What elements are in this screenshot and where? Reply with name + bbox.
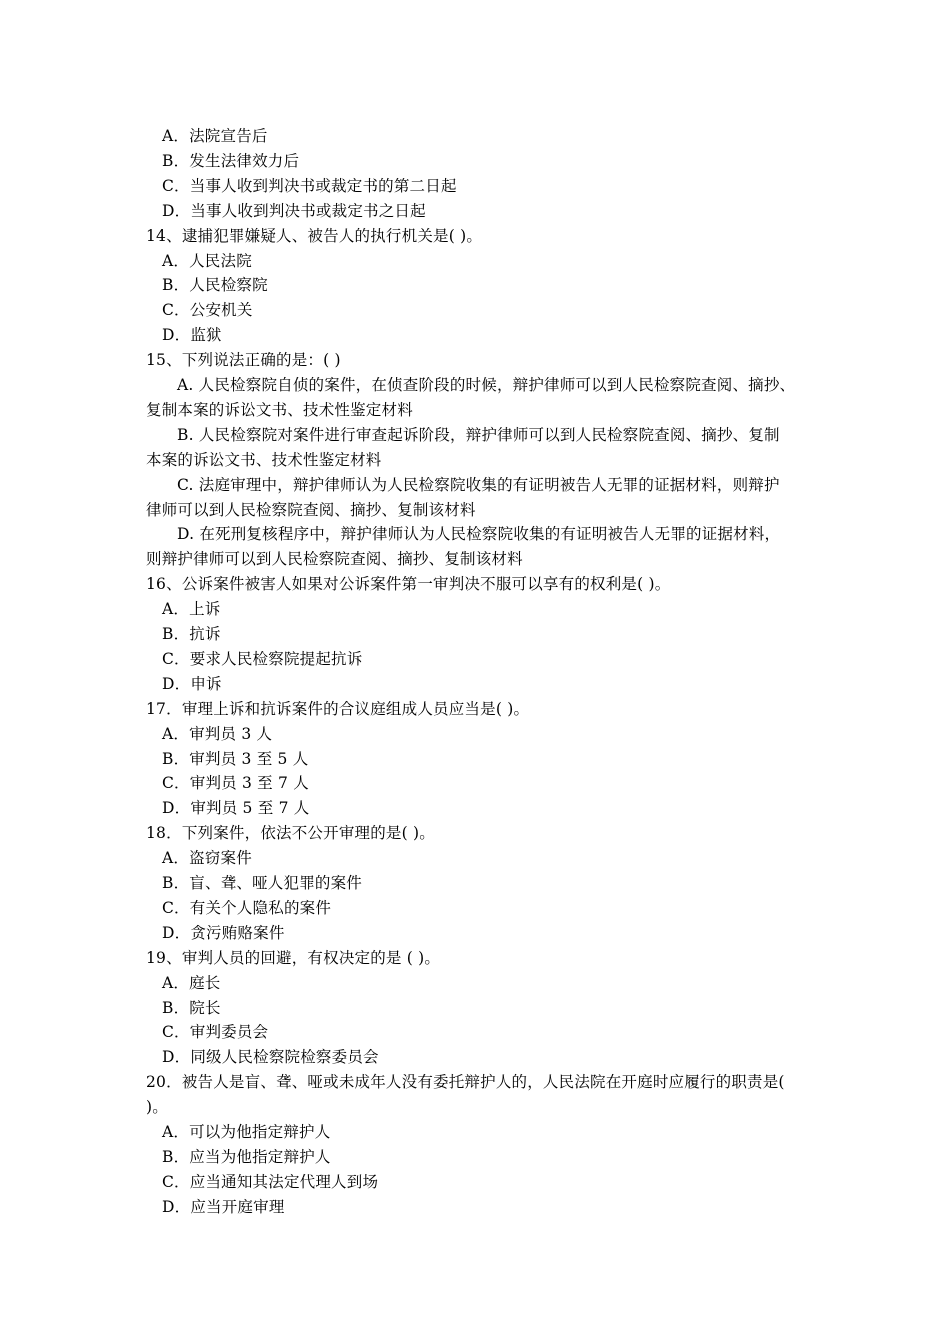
paragraph-line: 律师可以到人民检察院查阅、摘抄、复制该材料	[146, 500, 476, 519]
option-text: A．可以为他指定辩护人	[162, 1123, 331, 1141]
option-text: D．监狱	[162, 326, 222, 345]
question-text: 18．下列案件，依法不公开审理的是( )。	[146, 824, 435, 843]
question-text: 16、公诉案件被害人如果对公诉案件第一审判决不服可以享有的权利是( )。	[146, 575, 671, 594]
option-text: C．要求人民检察院提起抗诉	[162, 649, 363, 668]
option-text: D．审判员 5 至 7 人	[162, 799, 310, 818]
option-text: A．庭长	[162, 973, 221, 992]
option-text: B．抗诉	[162, 625, 221, 643]
option-text: C．审判委员会	[162, 1023, 269, 1042]
option-text: C．审判员 3 至 7 人	[162, 774, 309, 793]
option-text: A．上诉	[162, 600, 221, 619]
paragraph-line: B. 人民检察院对案件进行审查起诉阶段，辩护律师可以到人民检察院查阅、摘抄、复制	[177, 425, 780, 444]
option-text: A．盗窃案件	[162, 849, 252, 868]
question-text: 17．审理上诉和抗诉案件的合议庭组成人员应当是( )。	[146, 699, 530, 718]
question-text: 15、下列说法正确的是：( )	[146, 351, 341, 370]
option-text: A．人民法院	[162, 251, 252, 270]
option-text: A．审判员 3 人	[162, 724, 273, 743]
option-text: B．发生法律效力后	[162, 151, 300, 170]
paragraph-line: D. 在死刑复核程序中，辩护律师认为人民检察院收集的有证明被告人无罪的证据材料，	[177, 525, 781, 544]
option-text: C．公安机关	[162, 301, 253, 320]
paragraph-line: )。	[146, 1098, 168, 1117]
paragraph-line: 则辩护律师可以到人民检察院查阅、摘抄、复制该材料	[146, 550, 523, 569]
option-text: C．应当通知其法定代理人到场	[162, 1172, 379, 1191]
option-text: B．应当为他指定辩护人	[162, 1147, 331, 1166]
option-text: C．当事人收到判决书或裁定书的第二日起	[162, 176, 457, 195]
option-text: B．审判员 3 至 5 人	[162, 749, 309, 768]
option-text: D．当事人收到判决书或裁定书之日起	[162, 201, 426, 220]
option-text: C．有关个人隐私的案件	[162, 898, 332, 917]
question-text: 20．被告人是盲、聋、哑或未成年人没有委托辩护人的，人民法院在开庭时应履行的职责是(	[146, 1073, 785, 1092]
option-text: D．贪污贿赂案件	[162, 923, 285, 942]
option-text: B．人民检察院	[162, 276, 268, 295]
paragraph-line: 复制本案的诉讼文书、技术性鉴定材料	[146, 400, 413, 419]
option-text: D．应当开庭审理	[162, 1197, 285, 1216]
option-text: D．申诉	[162, 674, 222, 693]
paragraph-line: C. 法庭审理中，辩护律师认为人民检察院收集的有证明被告人无罪的证据材料，则辩护	[177, 475, 780, 494]
paragraph-line: 本案的诉讼文书、技术性鉴定材料	[146, 450, 382, 469]
option-text: B．院长	[162, 998, 221, 1017]
question-text: 14、逮捕犯罪嫌疑人、被告人的执行机关是( )。	[146, 226, 483, 245]
option-text: B．盲、聋、哑人犯罪的案件	[162, 874, 362, 892]
question-text: 19、审判人员的回避，有权决定的是 ( )。	[146, 948, 441, 967]
paragraph-line: A. 人民检察院自侦的案件，在侦查阶段的时候，辩护律师可以到人民检察院查阅、摘抄、	[177, 376, 796, 394]
option-text: A．法院宣告后	[162, 127, 268, 145]
option-text: D．同级人民检察院检察委员会	[162, 1048, 379, 1067]
